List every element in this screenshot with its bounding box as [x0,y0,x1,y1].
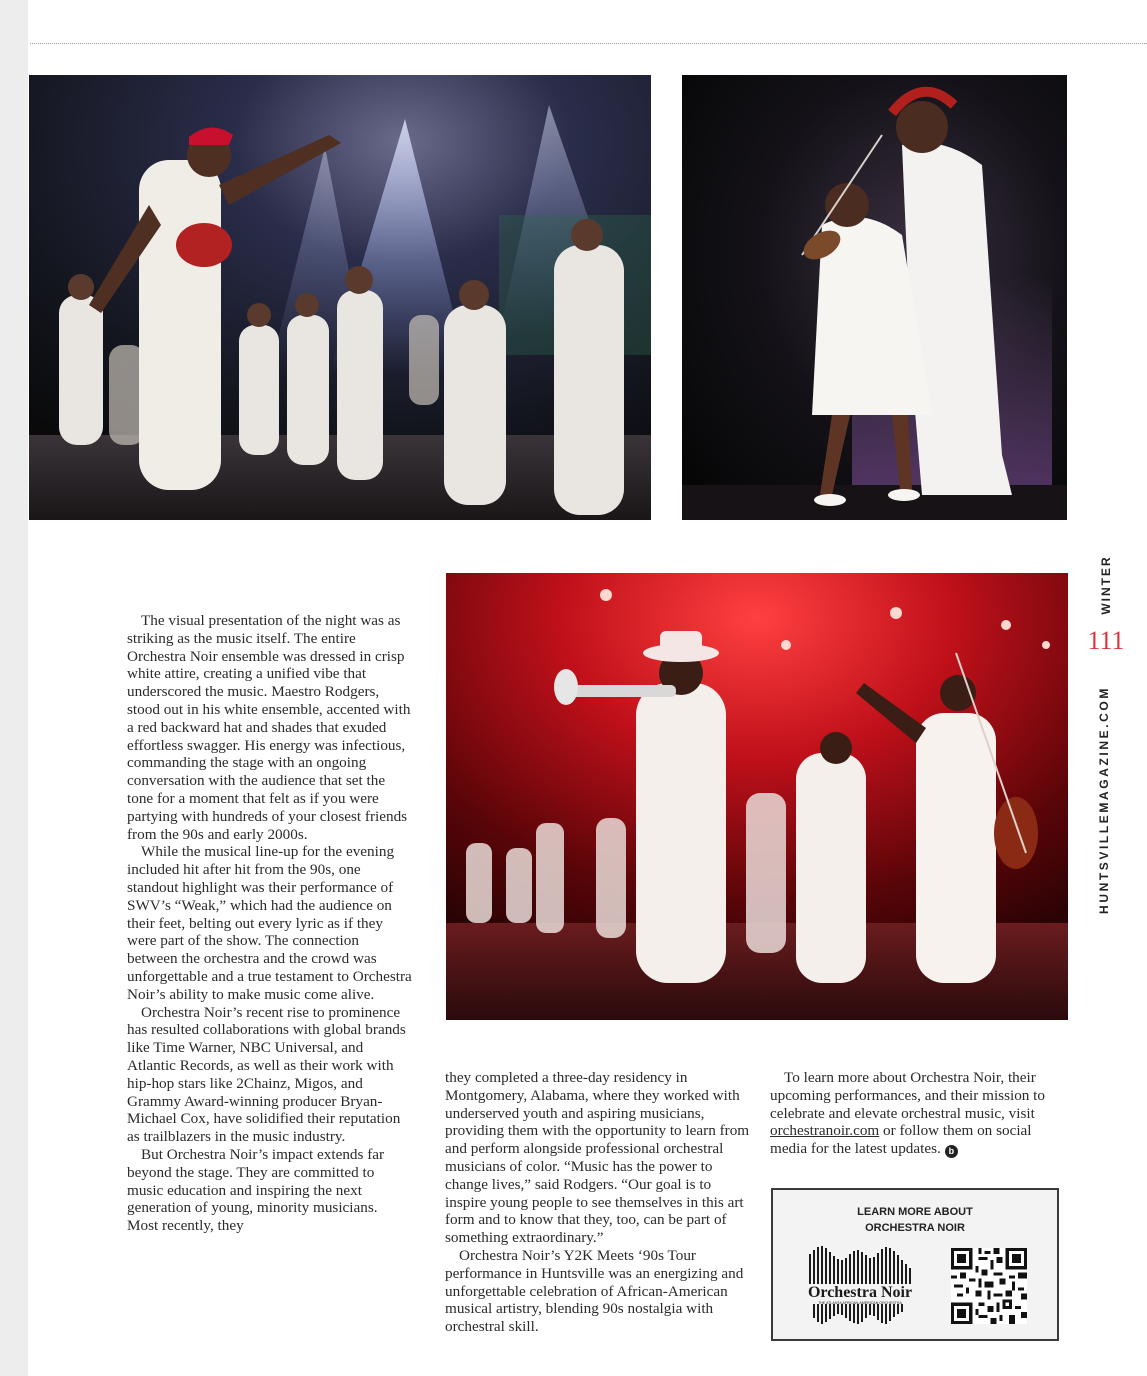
cta-text-after: or follow them on social media for the latest updates. [770,1122,1032,1158]
learn-more-box [771,1188,1059,1341]
paragraph: Orchestra Noir’s recent rise to prominence has resulted collaborations with global brands like Time Warner, NBC Universal, and Atlantic Records, as well as their work with hip-hop stars like 2Chainz, Migos, and Grammy Award-winning producer Bryan-Michael Cox, have solidified their reputation as trailblazers in the music industry. [127,1003,406,1146]
learn-more-title [773,1204,1057,1236]
article-column-3 [770,1069,1060,1158]
photo-violin-duo [682,75,1067,520]
website-link[interactable]: orchestranoir.com [770,1122,880,1140]
qr-code-icon [951,1248,1027,1324]
photo-ensemble-stage [29,75,651,520]
learn-more-title-line1: LEARN MORE ABOUT [857,1206,973,1218]
learn-more-title-line2: ORCHESTRA NOIR [865,1222,965,1234]
page-gutter [0,0,28,1376]
logo-tagline: THE ATLANTA AFRICAN-AMERICAN ORCHESTRA [818,1301,902,1305]
logo-name: Orchestra Noir [807,1284,913,1301]
paragraph: While the musical line-up for the evening included hit after hit from the 90s, one standout highlight was their performance of SWV’s “Weak,” which had the audience on their feet, belting out every lyric as if they were part of the show. The connection between the orchestra and the crowd was unforgettable and a true testament to Orchestra Noir’s ability to make music come alive. [127,843,412,1003]
orchestra-noir-logo [799,1244,921,1330]
sidebar-season: WINTER [1099,555,1113,615]
top-dotted-rule [30,43,1147,44]
paragraph: The visual presentation of the night was as striking as the music itself. The entire Orchestra Noir ensemble was dressed in crisp white attire, creating a unified vibe that underscored the music. Maestro Rodgers, stood out in his white ensemble, accented with a red backward hat and shades that exuded effortless swagger. His energy was infectious, commanding the stage with an ongoing conversation with the audience that set the tone for a moment that felt as if you were partying with hundreds of your closest friends from the 90s and early 2000s. [127,612,411,843]
paragraph [770,1069,1060,1158]
end-mark-icon: b [945,1145,958,1158]
cta-text: To learn more about Orchestra Noir, their upcoming performances, and their mission to celebrate and elevate orchestral music, visit [770,1069,1045,1122]
sidebar-website: HUNTSVILLEMAGAZINE.COM [1097,686,1111,914]
paragraph: Orchestra Noir’s Y2K Meets ‘90s Tour performance in Huntsville was an energizing and unforgettable celebration of African-American musical artistry, blending 90s nostalgia with orchestral skill. [445,1246,744,1336]
paragraph: they completed a three-day residency in Montgomery, Alabama, where they worked with underserved youth and aspiring musicians, providing them with the opportunity to learn from and perform alongside professional orchestral musicians of color. “Music has the power to change lives,” said Rodgers. “Our goal is to inspire young people to see themselves in this art form and to know that they, too, can be part of something extraordinary.” [445,1069,750,1247]
paragraph: But Orchestra Noir’s impact extends far beyond the stage. They are committed to music education and inspiring the next generation of young, minority musicians. Most recently, they [127,1145,385,1235]
article-column-1 [127,612,412,1235]
article-column-2 [445,1069,751,1336]
photo-trumpet-red-stage [446,573,1068,1020]
page-number: 111 [1087,626,1125,655]
